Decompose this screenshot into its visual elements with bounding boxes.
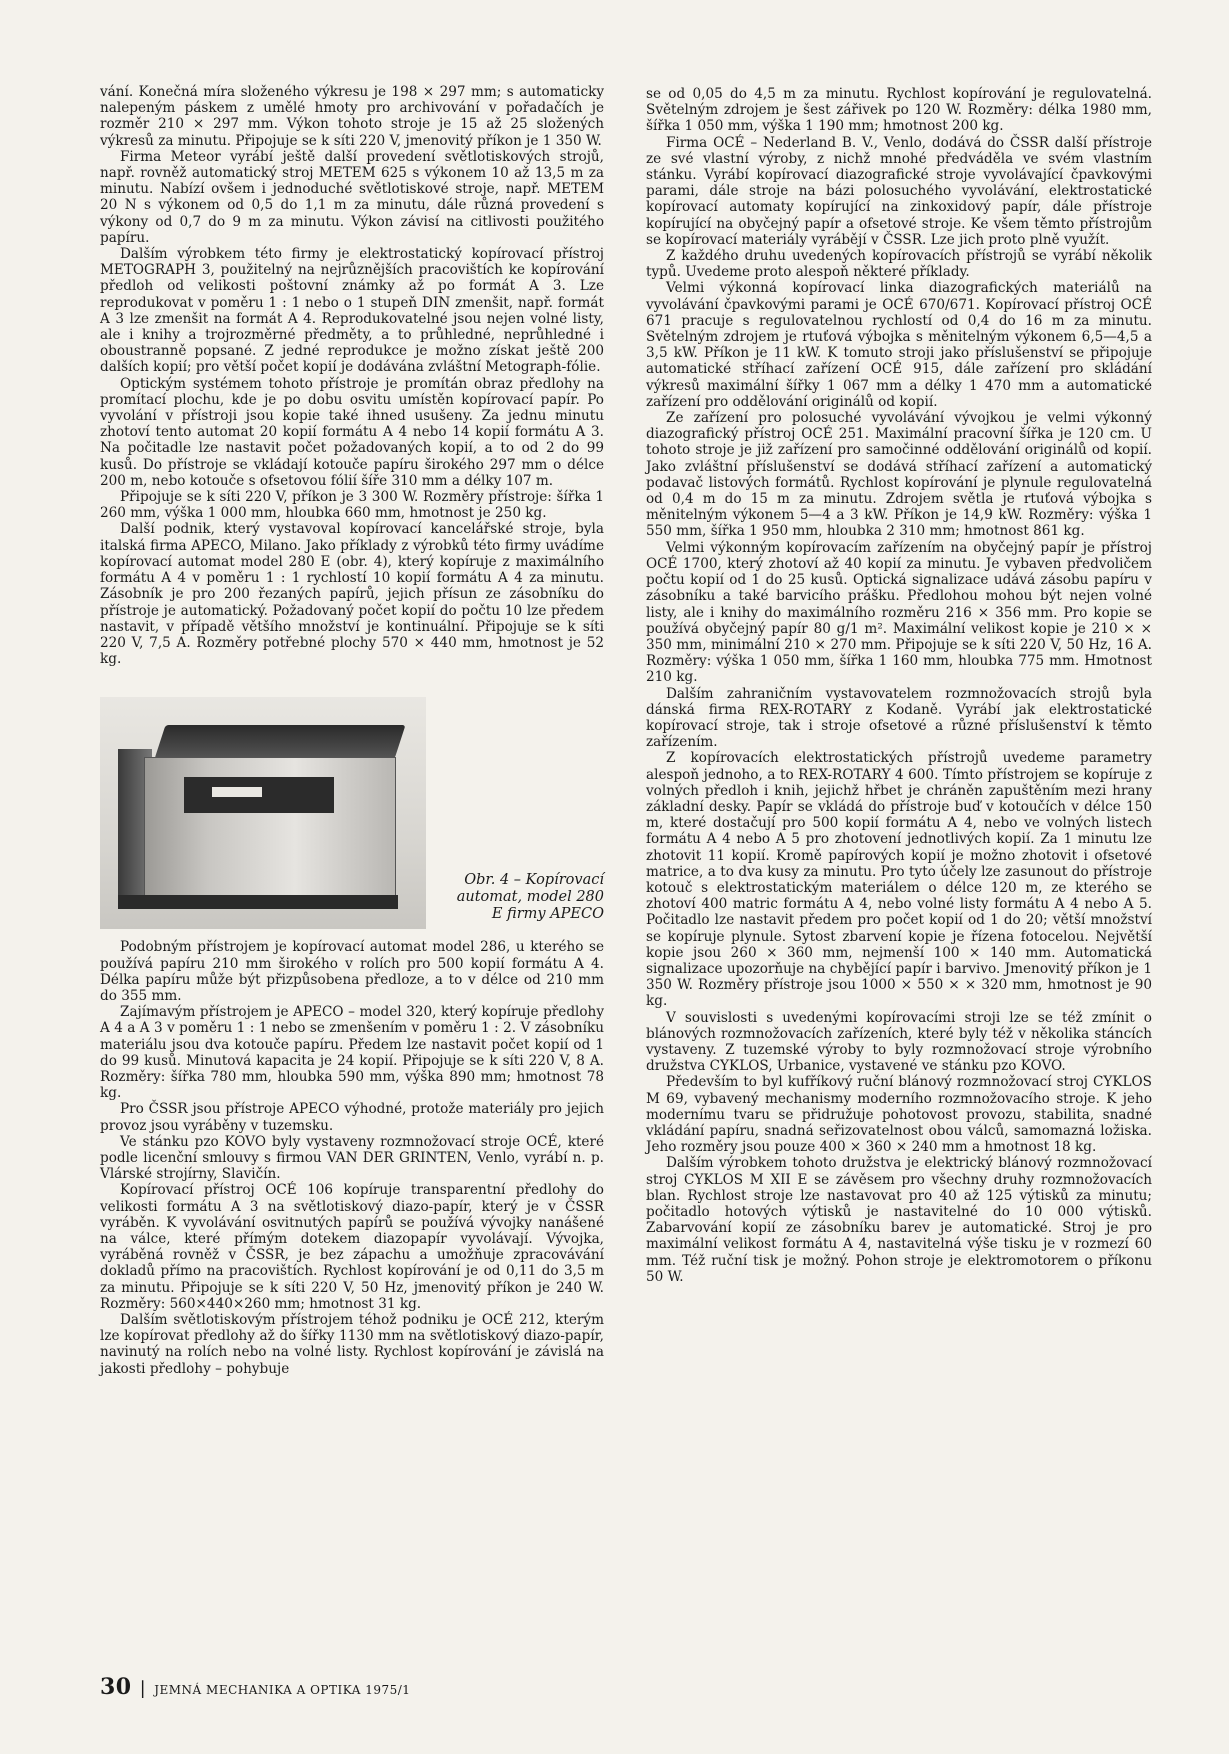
paragraph: Zajímavým přístrojem je APECO – model 320, který kopíruje předlohy A 4 a A 3 v poměru 1 : 1 nebo se zmenšením v poměru 1 : 2. V zásobníku materiálu jsou dva kotouče papíru. Předem lze nastavit počet kopií od 1 do 99 kusů. Minutová kapacita je 24 kopií. Připojuje se k síti 220 V, 8 A. Rozměry: šířka 780 mm, hloubka 590 mm, výška 890 mm; hmotnost 78 kg. bbox=[100, 1004, 604, 1102]
paragraph: Připojuje se k síti 220 V, příkon je 3 300 W. Rozměry přístroje: šířka 1 260 mm, výška 1 000 mm, hloubka 660 mm, hmotnost je 250 kg. bbox=[100, 489, 604, 522]
page-footer bbox=[100, 1674, 410, 1700]
figure-4 bbox=[100, 697, 604, 929]
paragraph: Ve stánku pzo KOVO byly vystaveny rozmnožovací stroje OCÉ, které podle licenční smlouvy s firmou VAN DER GRINTEN, Venlo, vyrábí n. p. Vlárské strojírny, Slavičín. bbox=[100, 1133, 604, 1183]
footer-separator: | bbox=[139, 1678, 147, 1699]
journal-title: JEMNÁ MECHANIKA A OPTIKA 1975/1 bbox=[154, 1683, 411, 1697]
copier-logo-plate bbox=[212, 787, 262, 797]
paragraph: Především to byl kufříkový ruční blánový rozmnožovací stroj CYKLOS M 69, vybavený mechanismy moderního rozmnožovacího stroje. K jeho modernímu tvaru se přidružuje pohotovost provozu, stabilita, snadné vkládání papíru, snadná seřizovatelnost obou válců, samomazná ložiska. Jeho rozměry jsou pouze 400 × 360 × 240 mm a hmotnost 18 kg. bbox=[646, 1074, 1152, 1156]
page-number: 30 bbox=[100, 1674, 132, 1700]
paragraph: Ze zařízení pro polosuché vyvolávání vývojkou je velmi výkonný diazografický přístroj OCÉ 251. Maximální pracovní šířka je 120 cm. U tohoto stroje je již zařízení pro samočinné oddělování originálů od kopií. Jako zvláštní příslušenství se dodává stříhací zařízení a automatický podavač listových formátů. Rychlost kopírování je plynule regulovatelná od 0,4 m do 15 m za minutu. Zdrojem světla je rtuťová výbojka s měnitelným výkonem 5—4 a 3 kW. Příkon je 14,9 kW. Rozměry: výška 1 550 mm, šířka 1 950 mm, hloubka 2 310 mm; hmotnost 861 kg. bbox=[646, 410, 1152, 540]
paragraph: Optickým systémem tohoto přístroje je promítán obraz předlohy na promítací plochu, kde je po dobu osvitu umístěn kopírovací papír. Po vyvolání v přístroji jsou kopie také ihned usušeny. Za jednu minutu zhotoví tento automat 20 kopií formátu A 4 nebo 14 kopií formátu A 3. Na počitadle lze nastavit počet požadovaných kopií, a to od 2 do 99 kusů. Do přístroje se vkládají kotouče papíru širokého 297 mm o délce 200 m, nebo kotouče s ofsetovou fólií šíře 310 mm a délky 107 m. bbox=[100, 375, 604, 489]
paragraph: Z kopírovacích elektrostatických přístrojů uvedeme parametry alespoň jednoho, a to REX-ROTARY 4 600. Tímto přístrojem se kopíruje z volných předloh i knih, jejichž hřbet je chráněn zapuštěním mezi hrany základní desky. Papír se vkládá do přístroje buď v kotoučích v délce 150 m, které dostačují pro 500 kopií formátu A 4, nebo ve volných listech formátu A 4 nebo A 5 pro zhotovení jednotlivých kopií. Za 1 minutu lze zhotovit 11 kopií. Kromě papírových kopií je možno zhotovit i ofsetové matrice, a to dva kusy za minutu. Pro tyto účely lze zasunout do přístroje kotouč s elektrostatickým materiálem o délce 120 m, ze kterého se zhotoví 400 matric formátu A 4, nebo volné listy formátu A 4 nebo A 5. Počitadlo lze nastavit předem pro počet kopií od 1 do 20; větší množství se kopíruje plynule. Sytost zbarvení kopie je řízena fotocelou. Největší kopie jsou 260 × 360 mm, nejmenší 100 × 140 mm. Automatická signalizace upozorňuje na chybějící papír i barvivo. Jmenovitý příkon je 1 350 W. Rozměry přístroje jsou 1000 × 550 × × 320 mm, hmotnost je 90 kg. bbox=[646, 750, 1152, 1010]
paragraph: Firma Meteor vyrábí ještě další provedení světlotiskových strojů, např. rovněž automatický stroj METEM 625 s výkonem 10 až 13,5 m za minutu. Nabízí ovšem i jednoduché světlotiskové stroje, např. METEM 20 N s výkonem od 0,5 do 1,1 m za minutu, dále různá provedení s výkony od 0,7 do 9 m za minutu. Výkon závisí na citlivosti použitého papíru. bbox=[100, 148, 604, 246]
copier-lid bbox=[154, 725, 405, 759]
paragraph: se od 0,05 do 4,5 m za minutu. Rychlost kopírování je regulovatelná. Světelným zdrojem je šest zářivek po 120 W. Rozměry: délka 1980 mm, šířka 1 050 mm, výška 1 190 mm; hmotnost 200 kg. bbox=[646, 86, 1152, 135]
paragraph: Dalším výrobkem této firmy je elektrostatický kopírovací přístroj METOGRAPH 3, použitelný na nejrůznějších pracovištích ke kopírování předloh od velikosti poštovní známky až po formát A 3. Lze reprodukovat v poměru 1 : 1 nebo o 1 stupeň DIN zmenšit, např. formát A 3 lze zmenšit na formát A 4. Reprodukovatelné jsou nejen volné listy, ale i knihy a trojrozměrné předměty, a to průhledné, neprůhledné i oboustranně popsané. Z jedné reprodukce je možno získat ještě 200 dalších kopií; pro větší počet kopií je dodávána zvláštní Metograph-fólie. bbox=[100, 246, 604, 376]
copier-base bbox=[118, 895, 398, 909]
paragraph: V souvislosti s uvedenými kopírovacími stroji lze se též zmínit o blánových rozmnožovacích zařízeních, které byly též v několika stáncích vystaveny. Z tuzemské výroby to byly rozmnožovací stroje výrobního družstva CYKLOS, Urbanice, vystavené ve stánku pzo KOVO. bbox=[646, 1009, 1152, 1075]
paragraph: Další podnik, který vystavoval kopírovací kancelářské stroje, byla italská firma APECO, Milano. Jako příklady z výrobků této firmy uvádíme kopírovací automat model 280 E (obr. 4), který kopíruje z maximálního formátu A 4 v poměru 1 : 1 rychlostí 10 kopií formátu A 4 za minutu. Zásobník je pro 200 řezaných papírů, jejich přísun ze zásobníku do přístroje je automatický. Požadovaný počet kopií do počtu 10 lze předem nastavit, v případě většího množství je kontinuální. Připojuje se k síti 220 V, 7,5 A. Rozměry potřebné plochy 570 × 440 mm, hmotnost je 52 kg. bbox=[100, 521, 604, 668]
paragraph: Dalším výrobkem tohoto družstva je elektrický blánový rozmnožovací stroj CYKLOS M XII E se závěsem pro všechny druhy rozmnožovacích blan. Rychlost stroje lze nastavovat pro 40 až 125 výtisků za minutu; počitadlo hotových výtisků je nastavitelné do 10 000 výtisků. Zabarvování kopií ze zásobníku barev je automatické. Stroj je pro maximální velikost formátu A 4, nastavitelná výše tisku je v rozmezí 60 mm. Též ruční tisk je možný. Pohon stroje je elektromotorem o příkonu 50 W. bbox=[646, 1155, 1152, 1285]
paragraph: vání. Konečná míra složeného výkresu je 198 × 297 mm; s automaticky nalepeným páskem z umělé hmoty pro archivování v pořadačích je rozměr 210 × 297 mm. Výkon tohoto stroje je 15 až 25 složených výkresů za minutu. Připojuje se k síti 220 V, jmenovitý příkon je 1 350 W. bbox=[100, 84, 604, 149]
paragraph: Dalším zahraničním vystavovatelem rozmnožovacích strojů byla dánská firma REX-ROTARY z Kodaně. Vyrábí jak elektrostatické kopírovací stroje, tak i stroje ofsetové a různé příslušenství k těmto zařízením. bbox=[646, 685, 1152, 751]
figure-caption: Obr. 4 – Kopírovací automat, model 280 E firmy APECO bbox=[456, 872, 604, 923]
paragraph: Velmi výkonná kopírovací linka diazografických materiálů na vyvolávání čpavkovými parami je OCÉ 670/671. Kopírovací přístroj OCÉ 671 pracuje s regulovatelnou rychlostí od 0,4 do 16 m za minutu. Světelným zdrojem je rtuťová výbojka s měnitelným výkonem 6,5—4,5 a 3,5 kW. Příkon je 11 kW. K tomuto stroji jako příslušenství se připojuje automatické stříhací zařízení OCÉ 915, dále zařízení pro skládání výkresů maximální šířky 1 067 mm a délky 1 470 mm a automatické zařízení pro oddělování originálů od kopií. bbox=[646, 280, 1152, 410]
paragraph: Podobným přístrojem je kopírovací automat model 286, u kterého se používá papíru 210 mm širokého v rolích pro 500 kopií formátu A 4. Délka papíru může být přizpůsobena předloze, a to v délce od 210 mm do 355 mm. bbox=[100, 939, 604, 1004]
paragraph: Z každého druhu uvedených kopírovacích přístrojů se vyrábí několik typů. Uvedeme proto alespoň některé příklady. bbox=[646, 248, 1152, 281]
left-column bbox=[100, 84, 604, 1377]
paragraph: Kopírovací přístroj OCÉ 106 kopíruje transparentní předlohy do velikosti formátu A 3 na světlotiskový diazo-papír, který je v ČSSR vyráběn. K vyvolávání osvitnutých papírů se používá vývojky nanášené na válce, které přímým dotekem diazopapír vyvolávají. Vývojka, vyráběná rovněž v ČSSR, je bez zápachu a umožňuje zpracovávání dokladů přímo na pracovištích. Rychlost kopírování je od 0,11 do 3,5 m za minutu. Připojuje se k síti 220 V, 50 Hz, jmenovitý příkon je 240 W. Rozměry: 560×440×260 mm; hmotnost 31 kg. bbox=[100, 1182, 604, 1312]
paragraph: Dalším světlotiskovým přístrojem téhož podniku je OCÉ 212, kterým lze kopírovat předlohy až do šířky 1130 mm na světlotiskový diazo-papír, navinutý na rolích nebo na volné listy. Rychlost kopírování je závislá na jakosti předlohy – pohybuje bbox=[100, 1311, 604, 1377]
copier-photo bbox=[100, 697, 426, 929]
paragraph: Firma OCÉ – Nederland B. V., Venlo, dodává do ČSSR další přístroje ze své vlastní výroby, z nichž mnohé předváděla ve svém vlastním stánku. Vyrábí kopírovací diazografické stroje vyvolávající čpavkovými parami, dále stroje na bázi polosuchého vyvolávání, elektrostatické kopírovací automaty kopírující na zinkoxidový papír, dále přístroje kopírující na obyčejný papír a ofsetové stroje. Ke všem těmto přístrojům se kopírovací materiály vyrábějí v ČSSR. Lze jich proto plně využít. bbox=[646, 134, 1152, 248]
right-column bbox=[646, 86, 1152, 1285]
paragraph: Pro ČSSR jsou přístroje APECO výhodné, protože materiály pro jejich provoz jsou vyráběny v tuzemsku. bbox=[100, 1101, 604, 1134]
paragraph: Velmi výkonným kopírovacím zařízením na obyčejný papír je přístroj OCÉ 1700, který zhotoví až 40 kopií za minutu. Je vybaven předvoličem počtu kopií od 1 do 25 kusů. Optická signalizace udává zásobu papíru v zásobníku a také barvicího prášku. Předlohou mohou být nejen volné listy, ale i knihy do maximálního rozměru 216 × 356 mm. Pro kopie se používá obyčejný papír 80 g/1 m². Maximální velikost kopie je 210 × × 350 mm, minimální 210 × 270 mm. Připojuje se k síti 220 V, 50 Hz, 16 A. Rozměry: výška 1 050 mm, šířka 1 160 mm, hloubka 775 mm. Hmotnost 210 kg. bbox=[646, 539, 1152, 686]
